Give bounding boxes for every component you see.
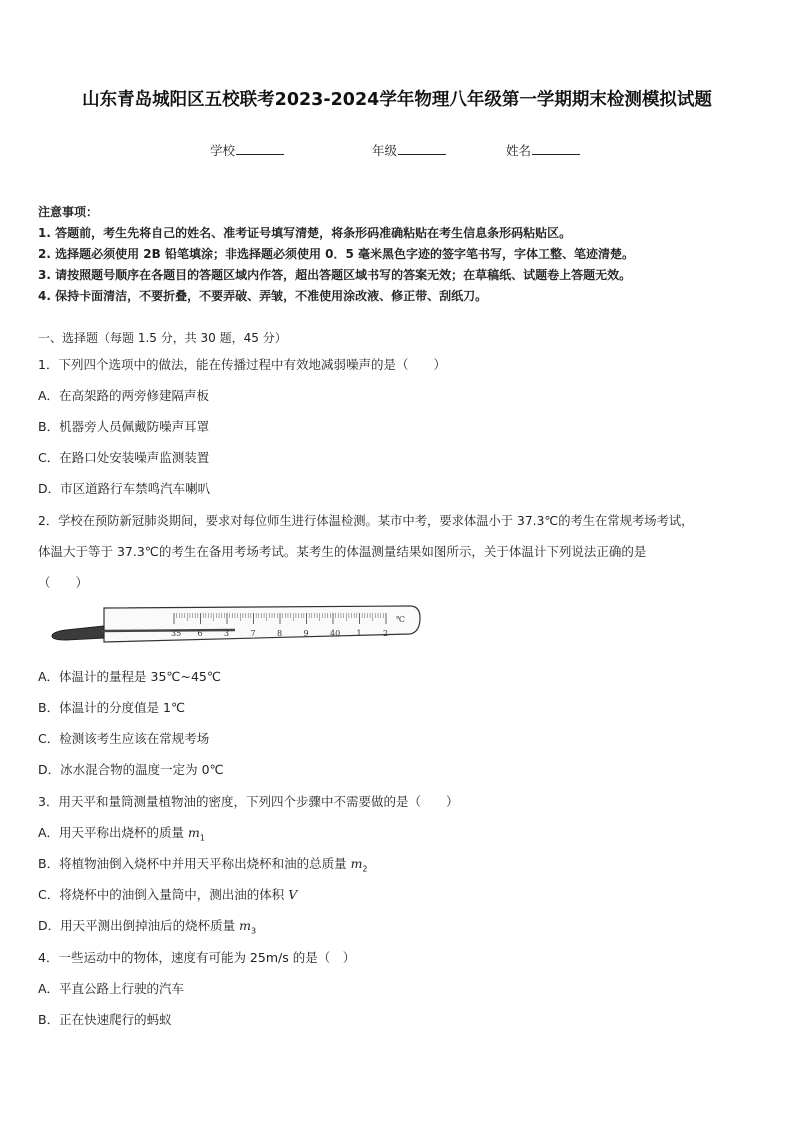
notice-item: 1. 答题前，考生先将自己的姓名、准考证号填写清楚，将条形码准确粘贴在考生信息条形码粘贴区。 [38,226,572,240]
question-3-option-c [38,885,297,903]
name-blank[interactable] [532,142,580,155]
question-4-option-b: B．正在快速爬行的蚂蚁 [38,1012,172,1027]
scale-tick-label: 40 [330,629,341,638]
mercury-column [101,630,235,631]
variable-v: V [288,887,298,902]
question-2-option-d: D．冰水混合物的温度一定为 0℃ [38,762,224,777]
notice-item: 2. 选择题必须使用 2B 铅笔填涂；非选择题必须使用 0．5 毫米黑色字迹的签字笔书写，字体工整、笔迹清楚。 [38,247,634,261]
section-heading: 一、选择题（每题 1.5 分，共 30 题，45 分） [38,331,287,345]
school-label: 学校 [210,143,236,158]
scale-tick-label: 7 [250,629,256,638]
name-label: 姓名 [506,143,532,158]
question-2-stem-line3: （ ） [38,575,89,590]
subscript: 3 [250,926,257,936]
school-field [210,141,284,159]
question-2-option-c: C．检测该考生应该在常规考场 [38,731,210,746]
thermometer-bulb [52,626,104,640]
question-4-option-a: A．平直公路上行驶的汽车 [38,981,185,996]
scale-tick-label: 1 [356,629,362,638]
scale-tick-label: 6 [197,629,203,638]
question-1-option-b: B．机器旁人员佩戴防噪声耳罩 [38,419,210,434]
variable-m: m [188,825,200,840]
question-1-stem: 1．下列四个选项中的做法，能在传播过程中有效地减弱噪声的是（ ） [38,357,446,372]
thermometer-glass [104,606,420,642]
question-3-option-d [38,916,256,936]
scale-tick-label: 9 [303,629,309,638]
thermometer-figure [46,602,426,648]
school-blank[interactable] [236,142,284,155]
grade-field [372,141,446,159]
scale-tick-label: 2 [383,629,389,638]
notice-item: 3. 请按照题号顺序在各题目的答题区域内作答，超出答题区域书写的答案无效；在草稿纸、试题卷上答题无效。 [38,268,632,282]
name-field [506,141,580,159]
option-text: D．用天平测出倒掉油后的烧杯质量 [38,918,240,933]
question-1-option-a: A．在高架路的两旁修建隔声板 [38,388,210,403]
subscript: 2 [362,864,368,874]
subscript: 1 [199,833,205,843]
scale-tick-label: 35 [171,629,182,638]
option-text: A．用天平称出烧杯的质量 [38,825,189,840]
question-3-stem: 3．用天平和量筒测量植物油的密度，下列四个步骤中不需要做的是（ ） [38,794,459,809]
question-2-option-b: B．体温计的分度值是 1℃ [38,700,186,715]
question-2-stem-line2: 体温大于等于 37.3℃的考生在备用考场考试。某考生的体温测量结果如图所示，关于体温计下列说法正确的是 [38,544,647,559]
notice-item: 4. 保持卡面清洁，不要折叠，不要弄破、弄皱，不准使用涂改液、修正带、刮纸刀。 [38,289,488,303]
question-3-option-b [38,854,368,874]
page-title: 山东青岛城阳区五校联考2023-2024学年物理八年级第一学期期末检测模拟试题 [82,90,712,110]
question-1-option-d: D．市区道路行车禁鸣汽车喇叭 [38,481,211,496]
option-text: B．将植物油倒入烧杯中并用天平称出烧杯和油的总质量 [38,856,351,871]
question-4-stem: 4．一些运动中的物体，速度有可能为 25m/s 的是（ ） [38,950,356,965]
question-1-option-c: C．在路口处安装噪声监测装置 [38,450,210,465]
question-2-option-a: A．体温计的量程是 35℃~45℃ [38,669,221,684]
scale-tick-label: 8 [277,629,283,638]
grade-blank[interactable] [398,142,446,155]
grade-label: 年级 [372,143,398,158]
notice-heading: 注意事项： [38,205,99,219]
variable-m: m [350,856,363,871]
unit-label: ℃ [396,615,405,624]
scale-tick-label: 3 [224,629,230,638]
variable-m: m [239,918,251,933]
question-2-stem-line1: 2．学校在预防新冠肺炎期间，要求对每位师生进行体温检测。某市中考，要求体温小于 37.3℃的考生在常规考场考试， [38,514,694,528]
option-text: C．将烧杯中的油倒入量筒中，测出油的体积 [38,887,289,902]
question-3-option-a [38,823,205,843]
